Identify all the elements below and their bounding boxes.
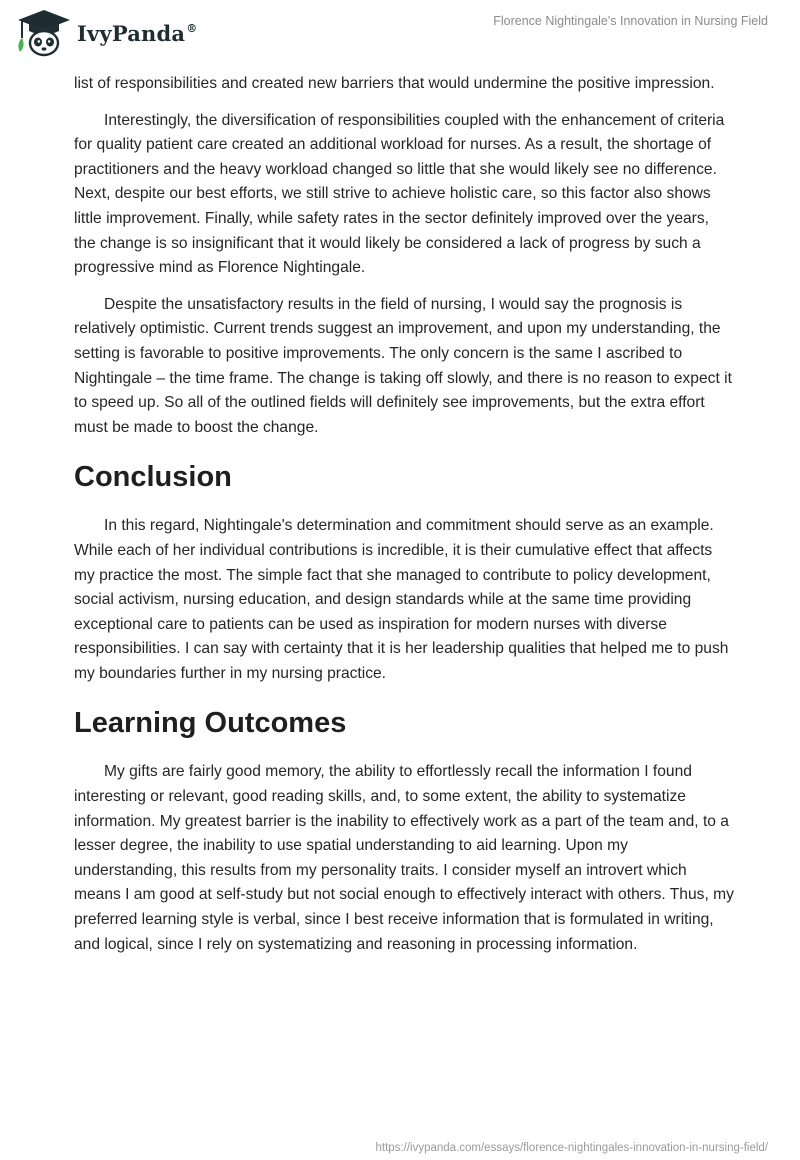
- logo-wordmark: IvyPanda®: [77, 20, 198, 46]
- paragraph-workload: Interestingly, the diversification of responsibilities coupled with the enhancement of criteria for quality patient care created an additional workload for nurses. As a result, the shortage of practitioners and the heavy workload changed so little that she would likely see no difference. Next, despite our best efforts, we still strive to achieve holistic care, so this factor also shows little improvement. Finally, while safety rates in the sector definitely improved over the years, the change is so insignificant that it would likely be considered a lack of progress by such a progressive mind as Florence Nightingale.: [74, 111, 725, 277]
- paragraph-prognosis: Despite the unsatisfactory results in the field of nursing, I would say the prognosis is relatively optimistic. Current trends suggest an improvement, and upon my understanding, the setting is favorable to positive improvements. The only concern is the same I ascribed to Nightingale – the time frame. The change is taking off slowly, and there is no reason to expect it to speed up. So all of the outlined fields will definitely see improvements, but the extra effort must be made to boost the change.: [74, 295, 732, 436]
- paragraph-conclusion: In this regard, Nightingale's determination and commitment should serve as an example. While each of her individual contributions is incredible, it is their cumulative effect that affects my practice the most. The simple fact that she managed to contribute to policy development, social activism, nursing education, and design standards while at the same time providing exceptional care to patients can be used as inspiration for modern nurses with diverse responsibilities. I can say with certainty that it is her leadership qualities that helped me to push my boundaries further in my nursing practice.: [74, 517, 729, 682]
- page-header: [0, 0, 800, 66]
- panda-graduation-cap-icon: [14, 8, 74, 58]
- paragraph-continuation: list of responsibilities and created new barriers that would undermine the positive impression.: [74, 75, 715, 92]
- document-title: Florence Nightingale's Innovation in Nursing Field: [493, 14, 768, 28]
- ivypanda-logo[interactable]: [14, 8, 197, 58]
- source-url[interactable]: https://ivypanda.com/essays/florence-nightingales-innovation-in-nursing-field/: [375, 1142, 768, 1154]
- heading-learning-outcomes: Learning Outcomes: [74, 707, 347, 740]
- heading-conclusion: Conclusion: [74, 461, 232, 494]
- paragraph-learning-outcomes: My gifts are fairly good memory, the ability to effortlessly recall the information I found interesting or relevant, good reading skills, and, to some extent, the ability to systematize information. My greatest barrier is the inability to effectively work as a part of the team and, to a lesser degree, the inability to use spatial understanding to aid learning. Upon my understanding, this results from my personality traits. I consider myself an introvert which means I am good at self-study but not social enough to effectively interact with others. Thus, my preferred learning style is verbal, since I best receive information that is formulated in writing, and logical, since I rely on systematizing and reasoning in processing information.: [74, 763, 734, 953]
- essay-content: [74, 72, 734, 969]
